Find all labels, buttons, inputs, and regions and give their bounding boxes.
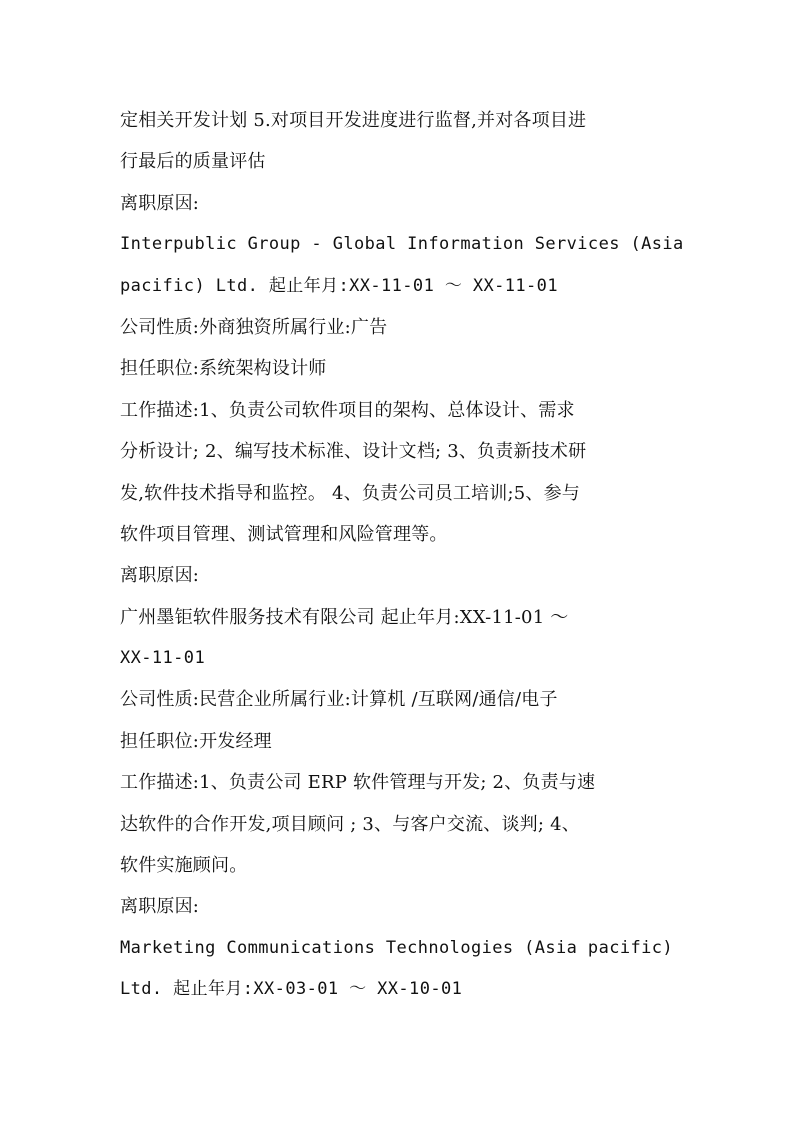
text-line: 软件实施顾问。 [120, 855, 248, 877]
text-line: 发,软件技术指导和监控。 4、负责公司员工培训;5、参与 [120, 482, 581, 504]
text-line: 行最后的质量评估 [120, 151, 266, 173]
text-line: 离职原因: [120, 192, 200, 214]
text-line: 分析设计; 2、编写技术标准、设计文档; 3、负责新技术研 [120, 441, 587, 463]
text-line: 广州墨钜软件服务技术有限公司 起止年月:XX-11-01 ～ [120, 606, 569, 628]
text-line: 达软件的合作开发,项目顾问 ; 3、与客户交流、谈判; 4、 [120, 813, 580, 835]
text-line: 离职原因: [120, 896, 200, 918]
text-line: Marketing Communications Technologies (Asia pacific) [120, 937, 674, 958]
text-line: pacific) Ltd. 起止年月:XX-11-01 ～ XX-11-01 [120, 275, 558, 296]
text-line: 软件项目管理、测试管理和风险管理等。 [120, 523, 448, 545]
text-line: 工作描述:1、负责公司 ERP 软件管理与开发; 2、负责与速 [120, 772, 596, 794]
text-line: 离职原因: [120, 565, 200, 587]
text-line: 工作描述:1、负责公司软件项目的架构、总体设计、需求 [120, 399, 575, 421]
text-line: 担任职位:系统架构设计师 [120, 358, 327, 380]
text-line: 公司性质:民营企业所属行业:计算机 /互联网/通信/电子 [120, 689, 558, 711]
text-line: Interpublic Group - Global Information Services (Asia [120, 234, 684, 255]
document-body [120, 100, 684, 1011]
text-line: Ltd. 起止年月:XX-03-01 ～ XX-10-01 [120, 979, 463, 1000]
text-line: 公司性质:外商独资所属行业:广告 [120, 316, 388, 338]
text-line: 定相关开发计划 5.对项目开发进度进行监督,并对各项目进 [120, 110, 587, 131]
text-line: 担任职位:开发经理 [120, 730, 272, 752]
text-line: XX-11-01 [120, 648, 206, 669]
